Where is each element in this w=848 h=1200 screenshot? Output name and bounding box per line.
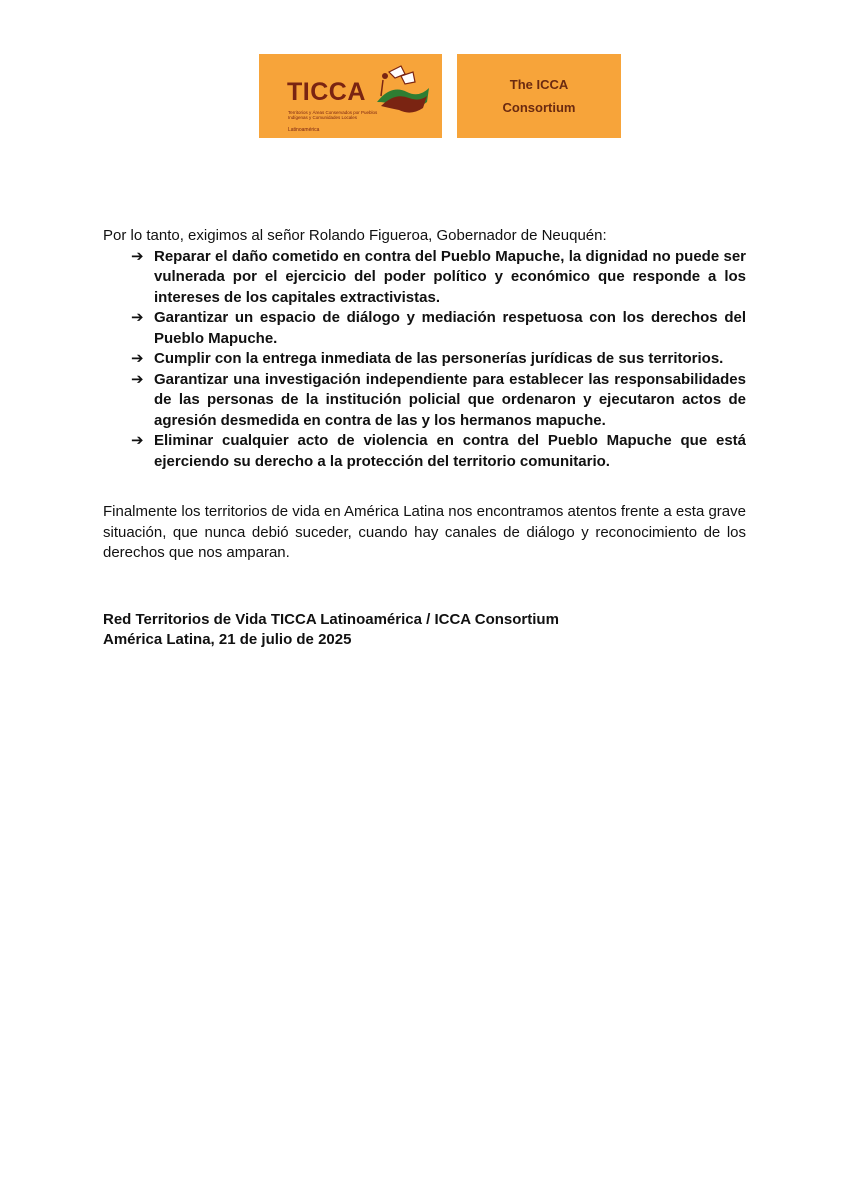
demand-text: Reparar el daño cometido en contra del Pueblo Mapuche, la dignidad no puede ser vulnerada por el ejercicio del poder político y económico que responde a los intereses de los capitales extractivistas.	[154, 247, 746, 306]
icca-consortium-logo	[457, 54, 621, 138]
icca-logo-line1: The ICCA	[509, 76, 569, 92]
arrow-bullet-icon: ➔	[131, 350, 144, 367]
demand-item	[103, 370, 746, 432]
arrow-bullet-icon: ➔	[131, 432, 144, 449]
demand-text: Eliminar cualquier acto de violencia en contra del Pueblo Mapuche que está ejerciendo su derecho a la protección del territorio comunitario.	[154, 432, 746, 470]
ticca-logo	[259, 54, 442, 138]
demand-item	[103, 431, 746, 472]
intro-paragraph: Por lo tanto, exigimos al señor Rolando Figueroa, Gobernador de Neuquén:	[103, 227, 607, 244]
arrow-bullet-icon: ➔	[131, 309, 144, 326]
arrow-bullet-icon: ➔	[131, 247, 144, 265]
demand-item	[103, 247, 746, 309]
demand-text: Garantizar una investigación independiente para establecer las responsabilidades de las personas de la institución policial que ordenaron y ejecutaron actos de agresión desmedida en contra de las y los hermanos mapuche.	[154, 370, 746, 429]
demand-item	[103, 349, 746, 370]
ticca-logo-subtitle: Territorios y Áreas Conservados por Pueblos Indígenas y Comunidades Locales	[288, 110, 378, 120]
header-logos	[259, 54, 621, 138]
letter-body	[103, 226, 746, 651]
ticca-emblem-icon	[371, 62, 433, 118]
signature-block	[103, 610, 746, 651]
signature-organization: Red Territorios de Vida TICCA Latinoamérica / ICCA Consortium	[103, 610, 559, 628]
ticca-logo-region: Latinoamérica	[288, 127, 320, 133]
signature-place-date: América Latina, 21 de julio de 2025	[103, 631, 352, 648]
demand-item	[103, 308, 746, 349]
icca-logo-line2: Consortium	[502, 99, 576, 115]
arrow-bullet-icon: ➔	[131, 370, 144, 388]
closing-paragraph: Finalmente los territorios de vida en América Latina nos encontramos atentos frente a esta grave situación, que nunca debió suceder, cuando hay canales de diálogo y reconocimiento de los derechos que nos amparan.	[103, 503, 746, 561]
demand-text: Garantizar un espacio de diálogo y mediación respetuosa con los derechos del Pueblo Mapuche.	[154, 309, 746, 347]
ticca-logo-wordmark: TICCA	[287, 78, 366, 106]
demand-text: Cumplir con la entrega inmediata de las personerías jurídicas de sus territorios.	[154, 350, 724, 367]
demands-list	[103, 247, 746, 473]
